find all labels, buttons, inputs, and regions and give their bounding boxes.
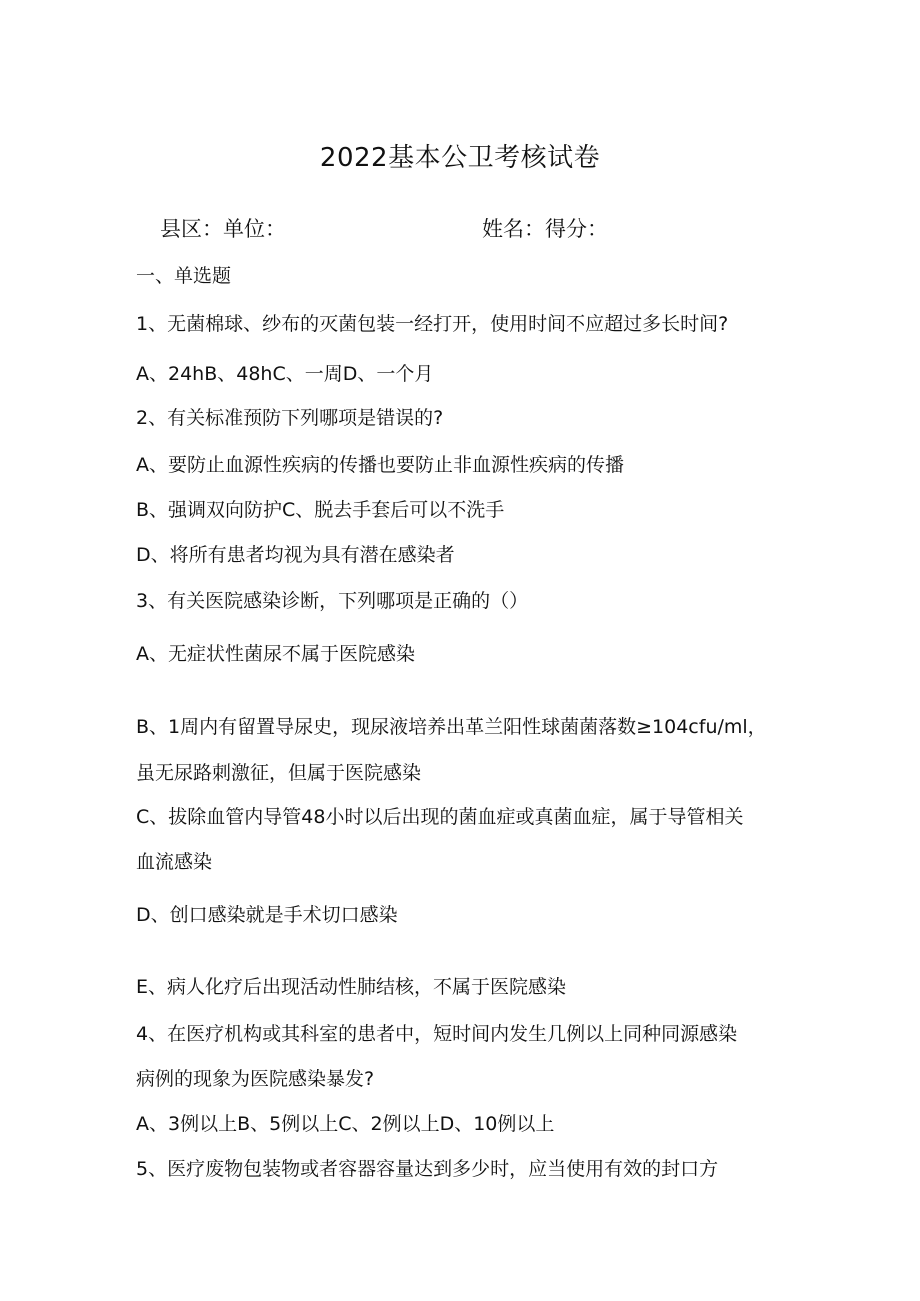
question-3-option-e: E、病人化疗后出现活动性肺结核，不属于医院感染 (136, 976, 567, 998)
question-2-option-a: A、要防止血源性疾病的传播也要防止非血源性疾病的传播 (136, 454, 624, 476)
question-2-option-bc: B、强调双向防护C、脱去手套后可以不洗手 (136, 499, 505, 521)
name-score-field: 姓名：得分： (482, 217, 608, 241)
question-3-option-c: C、拔除血管内导管48小时以后出现的菌血症或真菌血症，属于导管相关 (136, 806, 744, 828)
question-2: 2、有关标准预防下列哪项是错误的? (136, 407, 444, 429)
page-title: 2022基本公卫考核试卷 (319, 143, 601, 173)
question-4-options: A、3例以上B、5例以上C、2例以上D、10例以上 (136, 1113, 555, 1135)
question-3: 3、有关医院感染诊断，下列哪项是正确的（） (136, 590, 529, 612)
question-3-option-c-cont: 血流感染 (136, 851, 213, 873)
question-3-option-b: B、1周内有留置导尿史，现尿液培养出革兰阳性球菌菌落数≥104cfu∕ml， (136, 716, 767, 738)
question-4-cont: 病例的现象为医院感染暴发? (136, 1068, 375, 1090)
question-5: 5、医疗废物包装物或者容器容量达到多少时，应当使用有效的封口方 (136, 1158, 719, 1180)
question-3-option-a: A、无症状性菌尿不属于医院感染 (136, 643, 415, 665)
county-unit-field: 县区：单位： (160, 217, 286, 241)
question-2-option-d: D、将所有患者均视为具有潜在感染者 (136, 544, 455, 566)
question-1-options: A、24hB、48hC、一周D、一个月 (136, 363, 434, 385)
question-3-option-b-cont: 虽无尿路刺激征，但属于医院感染 (136, 762, 422, 784)
section-heading: 一、单选题 (136, 265, 232, 287)
question-3-option-d: D、创口感染就是手术切口感染 (136, 904, 398, 926)
question-4: 4、在医疗机构或其科室的患者中，短时间内发生几例以上同种同源感染 (136, 1023, 738, 1045)
question-1: 1、无菌棉球、纱布的灭菌包装一经打开，使用时间不应超过多长时间? (136, 313, 729, 335)
